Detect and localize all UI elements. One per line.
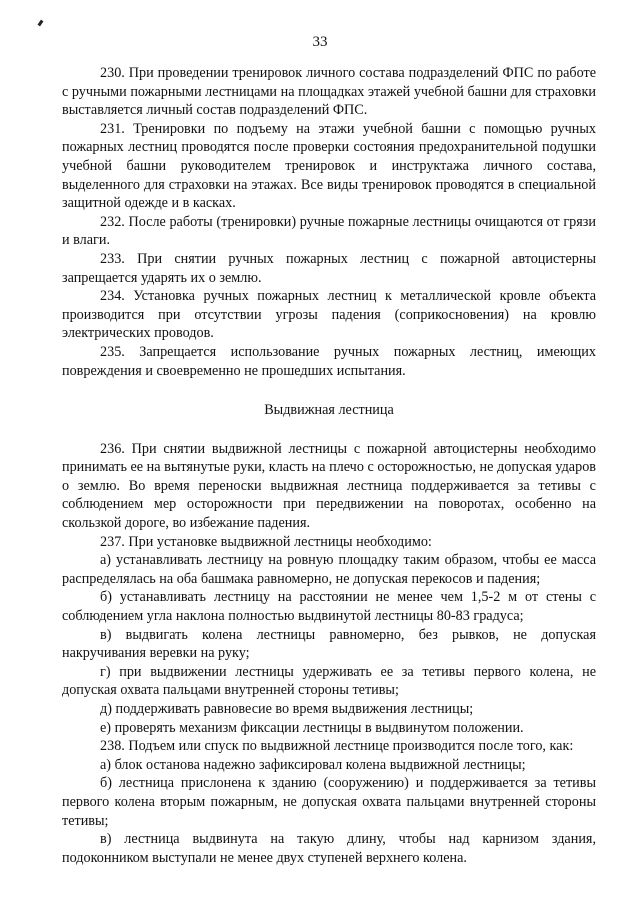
paragraph-230: 230. При проведении тренировок личного состава подразделений ФПС по работе с ручными пожарными лестницами на площадках этажей учебной башни для страховки выставляется личный состав подразделений ФПС. bbox=[62, 65, 596, 119]
page-number: 33 bbox=[312, 34, 328, 50]
paragraph-234: 234. Установка ручных пожарных лестниц к металлической кровле объекта производится при отсутствии угрозы падения (соприкосновения) на кровлю электрических проводов. bbox=[62, 288, 596, 342]
list-item-237-g: г) при выдвижении лестницы удерживать ее за тетивы первого колена, не допуская охвата пальцами внутренней стороны тетивы; bbox=[62, 663, 596, 699]
list-item-238-v: в) лестница выдвинута на такую длину, чтобы над карнизом здания, подоконником выступали не менее двух ступеней верхнего колена. bbox=[62, 831, 596, 866]
paragraph-231: 231. Тренировки по подъему на этажи учебной башни с помощью ручных пожарных лестниц проводятся после проверки состояния предохранительной подушки учебной башни руководителем тренировок и инструктажа личного состава, выделенного для страховки на этажах. Все виды тренировок проводятся в специальной защитной одежде и в касках. bbox=[62, 120, 596, 212]
paragraph-238: 238. Подъем или спуск по выдвижной лестнице производится после того, как: bbox=[100, 738, 574, 755]
list-item-238-a: а) блок останова надежно зафиксировал колена выдвижной лестницы; bbox=[100, 756, 526, 773]
paragraph-236: 236. При снятии выдвижной лестницы с пожарной автоцистерны необходимо принимать ее на вытянутые руки, класть на плечо с осторожностью, не допуская ударов о землю. Во время переноски выдвижная лестница поддерживается за тетивы с соблюдением мер осторожности при передвижении на поворотах, особенно на скользкой дороге, во избежание падения. bbox=[62, 440, 596, 532]
section-heading: Выдвижная лестница bbox=[264, 402, 394, 419]
list-item-237-e: е) проверять механизм фиксации лестницы в выдвинутом положении. bbox=[100, 719, 524, 736]
scan-mark bbox=[38, 20, 44, 27]
paragraph-237: 237. При установке выдвижной лестницы необходимо: bbox=[100, 533, 432, 550]
list-item-237-a: а) устанавливать лестницу на ровную площадку таким образом, чтобы ее масса распределялась на оба башмака равномерно, не допуская перекосов и падения; bbox=[62, 552, 596, 587]
paragraph-235: 235. Запрещается использование ручных пожарных лестниц, имеющих повреждения и своевременно не прошедших испытания. bbox=[62, 343, 596, 379]
document-body bbox=[62, 64, 596, 867]
paragraph-232: 232. После работы (тренировки) ручные пожарные лестницы очищаются от грязи и влаги. bbox=[62, 213, 596, 249]
list-item-238-b: б) лестница прислонена к зданию (сооружению) и поддерживается за тетивы первого колена вторым пожарным, не допуская охвата пальцами внутренней стороны тетивы; bbox=[62, 775, 596, 829]
paragraph-233: 233. При снятии ручных пожарных лестниц с пожарной автоцистерны запрещается ударять их о землю. bbox=[62, 250, 596, 286]
list-item-237-d: д) поддерживать равновесие во время выдвижения лестницы; bbox=[100, 701, 474, 717]
list-item-237-b: б) устанавливать лестницу на расстоянии не менее чем 1,5-2 м от стены с соблюдением угла наклона полностью выдвинутой лестницы 80-83 градуса; bbox=[62, 589, 596, 625]
list-item-237-v: в) выдвигать колена лестницы равномерно, без рывков, не допуская накручивания веревки на руку; bbox=[62, 626, 596, 662]
